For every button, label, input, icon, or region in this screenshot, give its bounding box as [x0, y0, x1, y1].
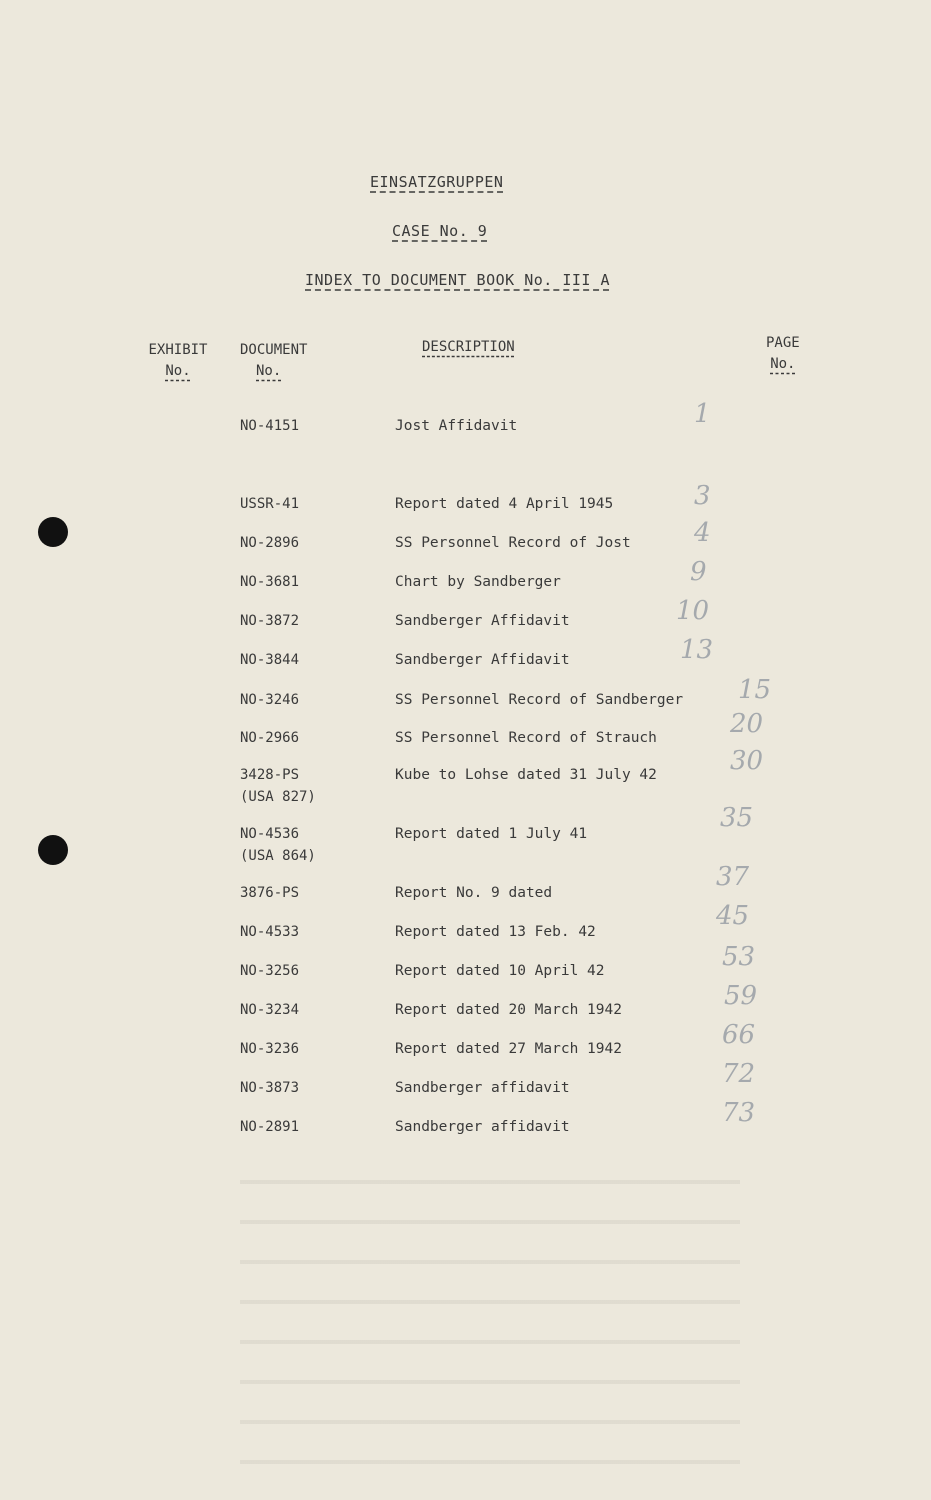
description: Sandberger affidavit	[395, 1119, 570, 1135]
document-number: NO-3844	[240, 652, 300, 668]
description: Report No. 9 dated	[395, 885, 553, 901]
document-number: NO-2966	[240, 730, 300, 746]
description: Sandberger Affidavit	[395, 613, 570, 629]
page-number: 15	[738, 675, 772, 705]
document-column-header: DOCUMENT No.	[240, 342, 308, 379]
document-number: NO-3681	[240, 574, 300, 590]
document-number: 3876-PS	[240, 885, 300, 901]
description: Jost Affidavit	[395, 418, 518, 434]
document-number: NO-3873	[240, 1080, 300, 1096]
document-number: NO-2896	[240, 535, 300, 551]
case-number: CASE No. 9	[392, 222, 488, 240]
table-row	[0, 803, 931, 864]
description: Sandberger affidavit	[395, 1080, 570, 1096]
table-row	[0, 518, 931, 572]
document-number: NO-4533	[240, 924, 300, 940]
table-row	[0, 557, 931, 611]
page-number: 73	[722, 1098, 756, 1128]
table-row	[0, 635, 931, 689]
description: Report dated 4 April 1945	[395, 496, 614, 512]
description: Report dated 1 July 41	[395, 826, 588, 842]
page-number: 72	[722, 1059, 756, 1089]
page-number: 4	[694, 518, 711, 548]
page-number: 45	[716, 901, 750, 931]
table-row	[0, 862, 931, 922]
description: SS Personnel Record of Jost	[395, 535, 631, 551]
table-row	[0, 481, 931, 533]
table-row	[0, 901, 931, 961]
document-number: NO-3246	[240, 692, 300, 708]
description-column-header: DESCRIPTION	[422, 339, 515, 355]
page-number: 35	[720, 803, 754, 833]
exhibit-column-header: EXHIBIT No.	[148, 342, 208, 379]
document-number: NO-3234	[240, 1002, 300, 1018]
description: SS Personnel Record of Strauch	[395, 730, 657, 746]
document-title: EINSATZGRUPPEN	[370, 173, 504, 191]
table-row	[0, 596, 931, 650]
table-row	[0, 746, 931, 805]
table-row	[0, 399, 931, 455]
document-number: NO-3236	[240, 1041, 300, 1057]
document-number: NO-4536 (USA 864)	[240, 826, 316, 864]
page-number: 37	[716, 862, 750, 892]
description: Kube to Lohse dated 31 July 42	[395, 767, 657, 783]
description: Sandberger Affidavit	[395, 652, 570, 668]
page-number: 66	[722, 1020, 756, 1050]
page-number: 10	[676, 596, 710, 626]
document-number: USSR-41	[240, 496, 300, 512]
page-number: 59	[724, 981, 758, 1011]
page-column-header: PAGE No.	[766, 335, 800, 372]
table-row	[0, 981, 931, 1039]
index-heading: INDEX TO DOCUMENT BOOK No. III A	[305, 271, 610, 289]
page-number: 3	[694, 481, 711, 511]
document-number: NO-3872	[240, 613, 300, 629]
description: Report dated 13 Feb. 42	[395, 924, 596, 940]
table-row	[0, 1020, 931, 1078]
document-number: NO-2891	[240, 1119, 300, 1135]
page-number: 30	[730, 746, 764, 776]
page-number: 9	[690, 557, 707, 587]
table-row	[0, 675, 931, 729]
description: SS Personnel Record of Sandberger	[395, 692, 684, 708]
table-row	[0, 942, 931, 1000]
description: Report dated 20 March 1942	[395, 1002, 622, 1018]
description: Report dated 10 April 42	[395, 963, 605, 979]
document-number: 3428-PS (USA 827)	[240, 767, 316, 805]
page-number: 20	[730, 709, 764, 739]
table-row	[0, 709, 931, 767]
document-number: NO-4151	[240, 418, 300, 434]
bleed-through-area	[240, 1150, 740, 1480]
description: Report dated 27 March 1942	[395, 1041, 622, 1057]
document-number: NO-3256	[240, 963, 300, 979]
page-number: 53	[722, 942, 756, 972]
page-number: 13	[680, 635, 714, 665]
table-row	[0, 1059, 931, 1117]
description: Chart by Sandberger	[395, 574, 561, 590]
page-number: 1	[694, 399, 711, 429]
